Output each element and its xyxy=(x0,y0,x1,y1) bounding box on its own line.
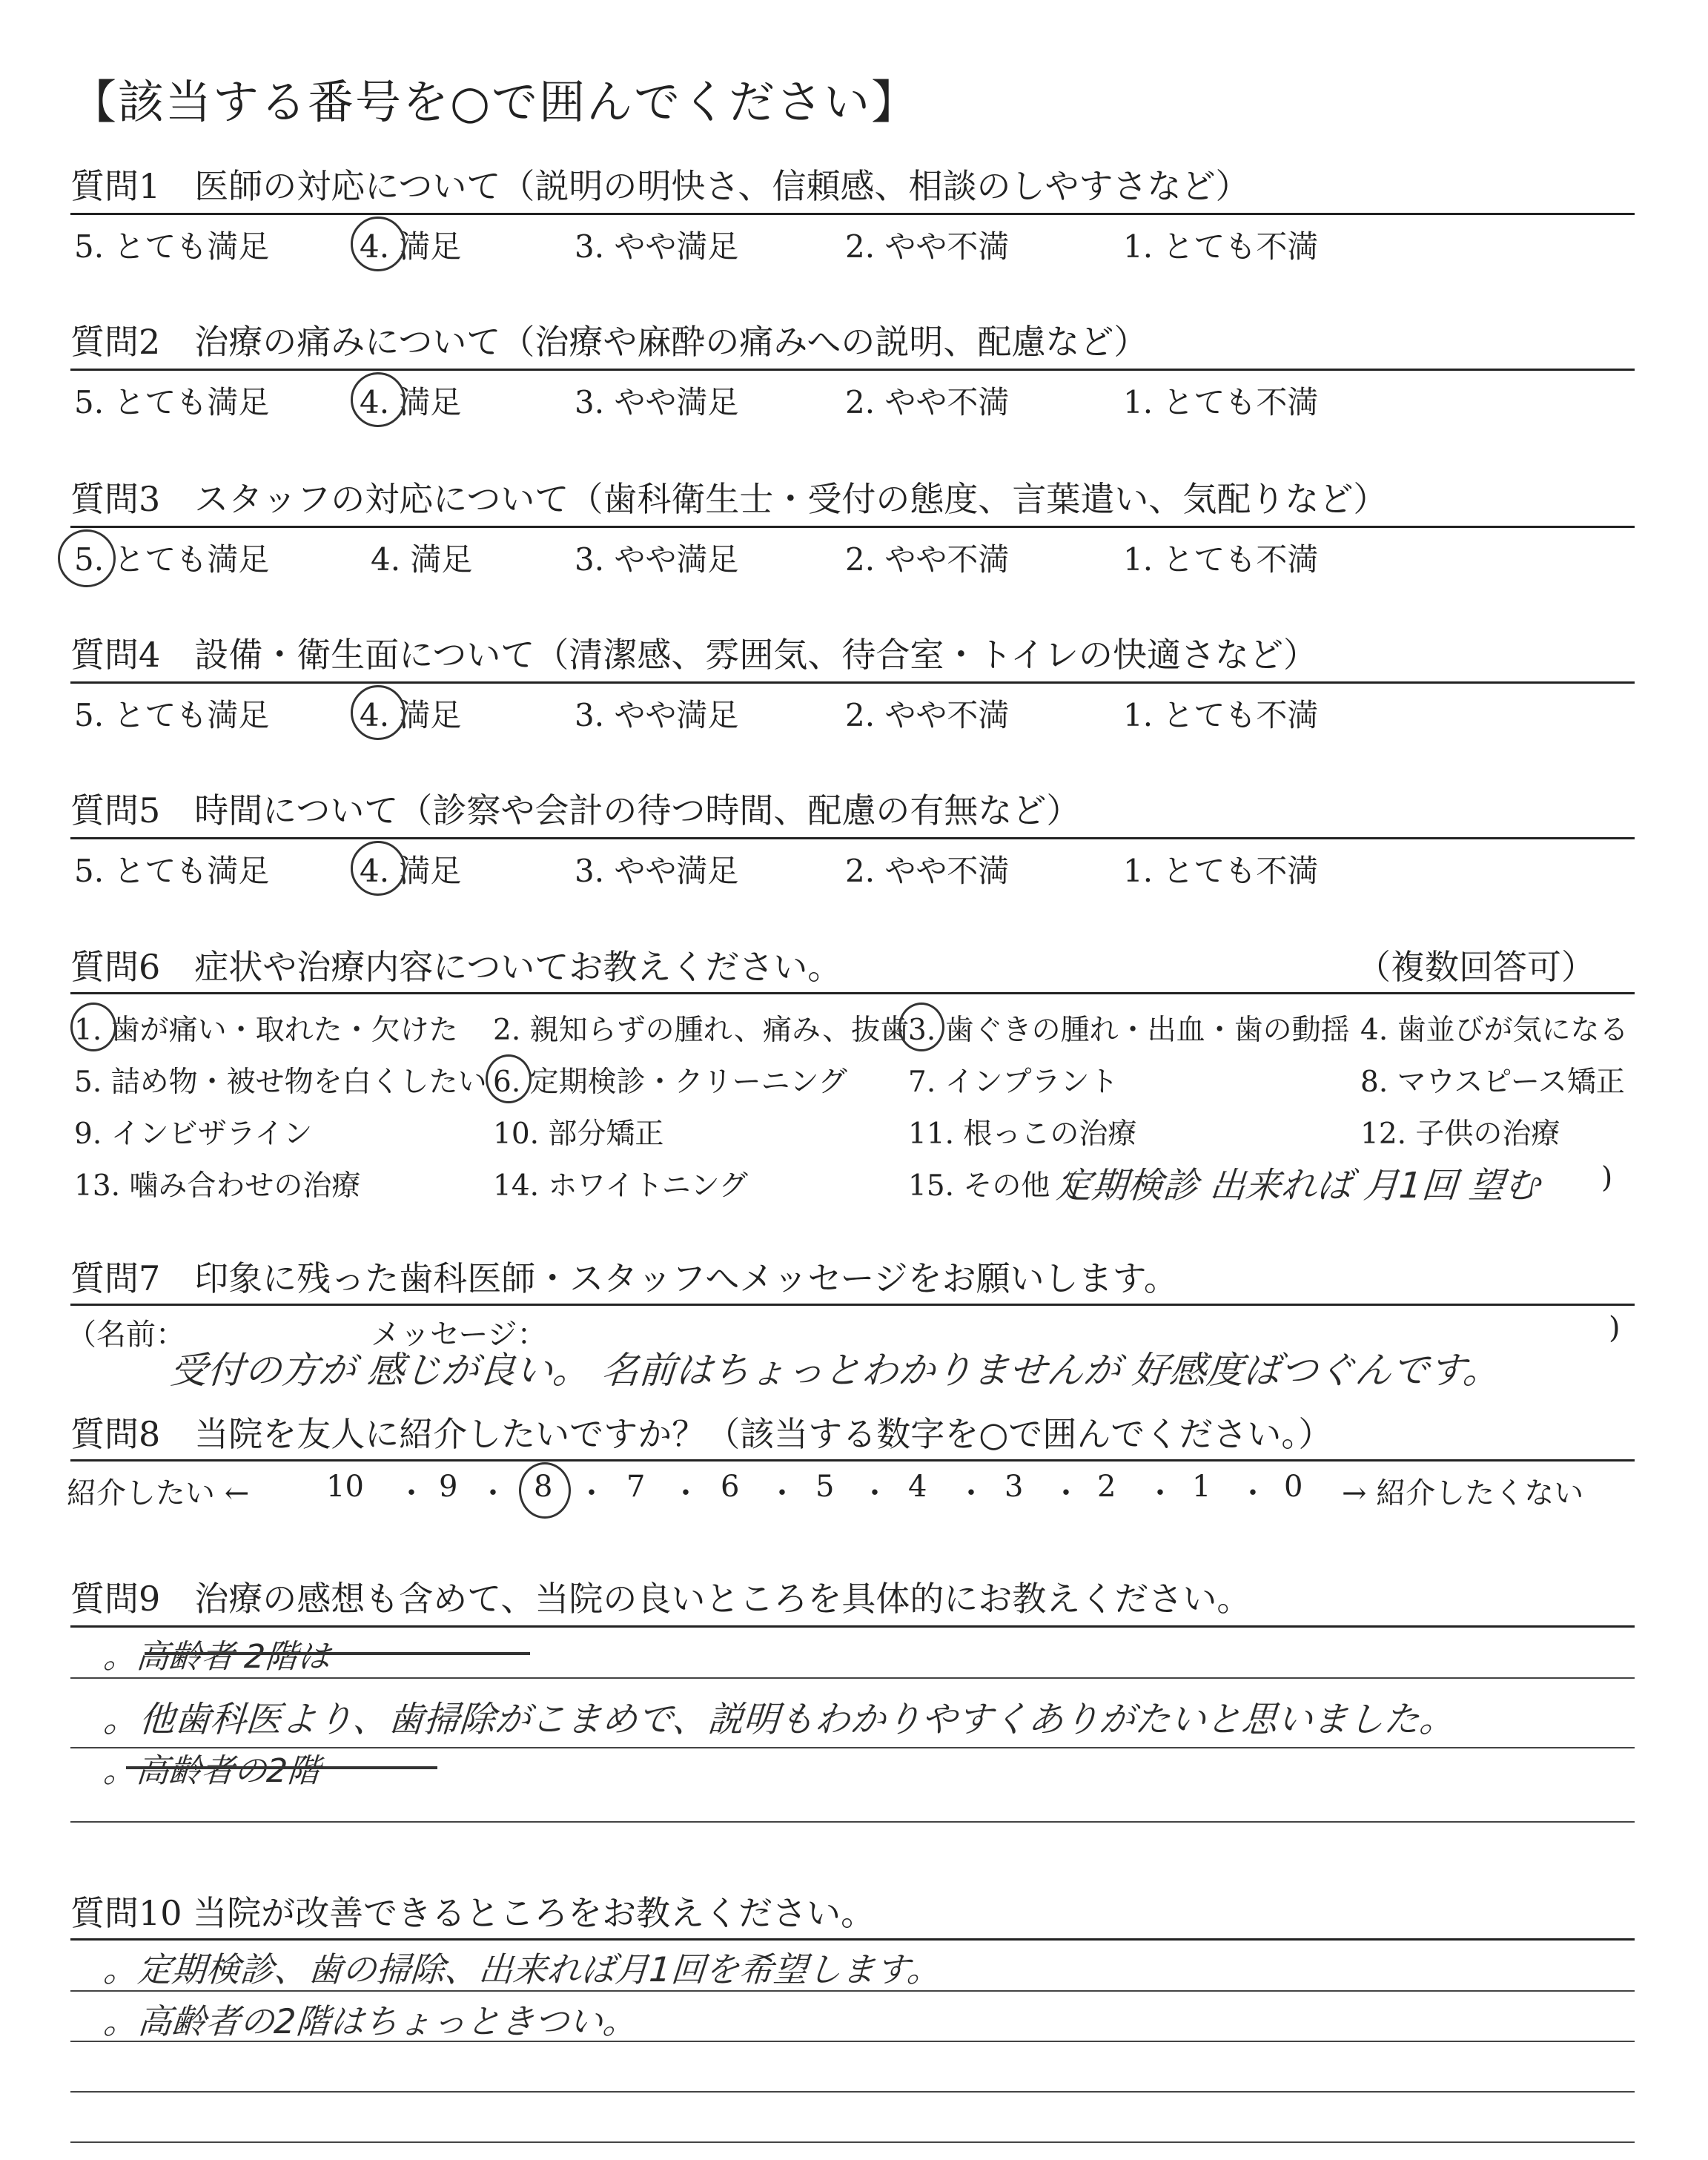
q1-selection-circle xyxy=(351,217,406,271)
recommend-score-5[interactable]: 5 xyxy=(815,1470,835,1504)
symptom-item-4[interactable]: 4. 歯並びが気になる xyxy=(1360,1014,1629,1047)
question-10-title: 質問10 当院が改善できるところをお教えください。 xyxy=(70,1893,875,1933)
q2-option-1[interactable]: 1. とても不満 xyxy=(1123,384,1319,420)
symptom-item-2[interactable]: 2. 親知らずの腫れ、痛み、抜歯 xyxy=(493,1014,910,1047)
recommend-score-8[interactable]: 8 xyxy=(534,1470,553,1504)
recommend-score-2[interactable]: 2 xyxy=(1097,1470,1116,1504)
q10-answer-line-1: 。定期検診、歯の掃除、出来れば月1回を希望します。 xyxy=(102,1949,943,1989)
q5-option-3[interactable]: 3. やや満足 xyxy=(575,853,739,889)
message-handwritten: 受付の方が 感じが良い。 名前はちょっとわかりませんが 好感度ばつぐんです。 xyxy=(168,1349,1502,1392)
divider xyxy=(70,1625,1635,1628)
q1-option-2[interactable]: 2. やや不満 xyxy=(845,228,1010,265)
symptom-item-1[interactable]: 1. 歯が痛い・取れた・欠けた xyxy=(74,1014,458,1047)
divider xyxy=(70,526,1635,528)
recommend-score-3[interactable]: 3 xyxy=(1004,1470,1024,1504)
q4-option-5[interactable]: 5. とても満足 xyxy=(74,697,270,733)
recommend-sep: ・ xyxy=(478,1476,508,1510)
recommend-sep: ・ xyxy=(1145,1476,1175,1510)
q9-answer-line-3: 。高齢者の2階 xyxy=(102,1752,322,1790)
answer-line xyxy=(70,2141,1635,2143)
q3-option-2[interactable]: 2. やや不満 xyxy=(845,541,1010,578)
q4-option-2[interactable]: 2. やや不満 xyxy=(845,697,1010,733)
form-header: 【該当する番号を○で囲んでください】 xyxy=(70,75,919,129)
symptom-item-6[interactable]: 6. 定期検診・クリーニング xyxy=(493,1066,847,1099)
answer-line xyxy=(70,2041,1635,2042)
symptom-item-8[interactable]: 8. マウスピース矯正 xyxy=(1360,1066,1625,1099)
question-8-title: 質問8 当院を友人に紹介したいですか？（該当する数字を○で囲んでください。） xyxy=(70,1414,1333,1454)
q9-strikethrough-3 xyxy=(126,1766,437,1769)
answer-line xyxy=(70,1677,1635,1679)
q5-option-4[interactable]: 4. 満足 xyxy=(360,853,462,889)
recommend-left-label: 紹介したい ← xyxy=(67,1476,250,1510)
symptom-item-15[interactable]: 15. その他（ xyxy=(908,1169,1079,1203)
question-4-title: 質問4 設備・衛生面について（清潔感、雰囲気、待合室・トイレの快適さなど） xyxy=(70,635,1318,675)
q4-selection-circle xyxy=(351,685,406,740)
answer-line xyxy=(70,2091,1635,2093)
q10-answer-line-2: 。高齢者の2階はちょっときつい。 xyxy=(102,2001,638,2041)
q3-option-3[interactable]: 3. やや満足 xyxy=(575,541,739,578)
q3-option-1[interactable]: 1. とても不満 xyxy=(1123,541,1319,578)
message-label: メッセージ： xyxy=(371,1318,547,1352)
recommend-sep: ・ xyxy=(671,1476,701,1510)
q5-selection-circle xyxy=(351,841,406,896)
name-label: （名前： xyxy=(67,1318,185,1352)
symptom-item-9[interactable]: 9. インビザライン xyxy=(74,1117,313,1151)
symptom-item-13[interactable]: 13. 噛み合わせの治療 xyxy=(74,1169,361,1203)
symptom-item-12[interactable]: 12. 子供の治療 xyxy=(1360,1117,1560,1151)
symptom-3-circle xyxy=(898,1003,944,1051)
question-2-title: 質問2 治療の痛みについて（治療や麻酔の痛みへの説明、配慮など） xyxy=(70,322,1148,362)
q4-option-4[interactable]: 4. 満足 xyxy=(360,697,462,733)
symptom-item-10[interactable]: 10. 部分矯正 xyxy=(493,1117,664,1151)
q1-option-3[interactable]: 3. やや満足 xyxy=(575,228,739,265)
question-6-note: （複数回答可） xyxy=(1357,947,1595,987)
symptom-item-3[interactable]: 3. 歯ぐきの腫れ・出血・歯の動揺 xyxy=(908,1014,1350,1047)
answer-line xyxy=(70,1821,1635,1823)
question-7-title: 質問7 印象に残った歯科医師・スタッフへメッセージをお願いします。 xyxy=(70,1258,1178,1298)
divider xyxy=(70,1938,1635,1941)
recommend-score-9[interactable]: 9 xyxy=(439,1470,458,1504)
q2-option-4[interactable]: 4. 満足 xyxy=(360,384,462,420)
symptom-other-handwritten: 定期検診 出来れば 月1回 望む xyxy=(1054,1165,1541,1206)
q2-selection-circle xyxy=(351,372,406,427)
q5-option-1[interactable]: 1. とても不満 xyxy=(1123,853,1319,889)
recommend-score-1[interactable]: 1 xyxy=(1192,1470,1211,1504)
recommend-sep: ・ xyxy=(397,1476,426,1510)
recommend-sep: ・ xyxy=(1238,1476,1268,1510)
q5-option-2[interactable]: 2. やや不満 xyxy=(845,853,1010,889)
divider xyxy=(70,1459,1635,1462)
symptom-1-circle xyxy=(70,1003,116,1051)
symptom-other-close: ) xyxy=(1601,1161,1613,1195)
question-1-title: 質問1 医師の対応について（説明の明快さ、信頼感、相談のしやすさなど） xyxy=(70,166,1250,206)
recommend-right-label: → 紹介したくない xyxy=(1342,1476,1584,1510)
symptom-item-7[interactable]: 7. インプラント xyxy=(908,1066,1119,1099)
q1-option-4[interactable]: 4. 満足 xyxy=(360,228,462,265)
divider xyxy=(70,1304,1635,1306)
symptom-item-11[interactable]: 11. 根っこの治療 xyxy=(908,1117,1137,1151)
q1-option-5[interactable]: 5. とても満足 xyxy=(74,228,270,265)
divider xyxy=(70,992,1635,994)
q2-option-5[interactable]: 5. とても満足 xyxy=(74,384,270,420)
recommend-score-7[interactable]: 7 xyxy=(626,1470,646,1504)
question-9-title: 質問9 治療の感想も含めて、当院の良いところを具体的にお教えください。 xyxy=(70,1579,1251,1619)
recommend-sep: ・ xyxy=(767,1476,797,1510)
q2-option-3[interactable]: 3. やや満足 xyxy=(575,384,739,420)
divider xyxy=(70,837,1635,839)
divider xyxy=(70,681,1635,684)
q3-option-4[interactable]: 4. 満足 xyxy=(371,541,473,578)
recommend-score-10[interactable]: 10 xyxy=(326,1470,364,1504)
divider xyxy=(70,213,1635,215)
message-close: ) xyxy=(1609,1311,1621,1345)
q4-option-1[interactable]: 1. とても不満 xyxy=(1123,697,1319,733)
q2-option-2[interactable]: 2. やや不満 xyxy=(845,384,1010,420)
symptom-item-5[interactable]: 5. 詰め物・被せ物を白くしたい xyxy=(74,1066,487,1099)
divider xyxy=(70,369,1635,371)
q1-option-1[interactable]: 1. とても不満 xyxy=(1123,228,1319,265)
q3-option-5[interactable]: 5. とても満足 xyxy=(74,541,270,578)
symptom-item-14[interactable]: 14. ホワイトニング xyxy=(493,1169,748,1203)
q9-answer-line-1: 。高齢者 2階は xyxy=(102,1638,332,1676)
question-6-title: 質問6 症状や治療内容についてお教えください。 xyxy=(70,947,842,987)
recommend-score-0[interactable]: 0 xyxy=(1284,1470,1303,1504)
q5-option-5[interactable]: 5. とても満足 xyxy=(74,853,270,889)
recommend-sep: ・ xyxy=(956,1476,986,1510)
q9-answer-line-2: 。他歯科医より、歯掃除がこまめで、説明もわかりやすくありがたいと思いました。 xyxy=(102,1699,1457,1740)
question-3-title: 質問3 スタッフの対応について（歯科衛生士・受付の態度、言葉遣い、気配りなど） xyxy=(70,479,1388,519)
q9-strikethrough-1 xyxy=(145,1652,530,1655)
recommend-score-4[interactable]: 4 xyxy=(908,1470,927,1504)
q4-option-3[interactable]: 3. やや満足 xyxy=(575,697,739,733)
recommend-sep: ・ xyxy=(860,1476,890,1510)
question-5-title: 質問5 時間について（診察や会計の待つ時間、配慮の有無など） xyxy=(70,790,1081,830)
recommend-sep: ・ xyxy=(577,1476,606,1510)
q3-selection-circle xyxy=(58,529,116,587)
symptom-6-circle xyxy=(486,1054,532,1103)
recommend-selection-circle xyxy=(519,1462,571,1519)
answer-line xyxy=(70,1990,1635,1992)
recommend-sep: ・ xyxy=(1051,1476,1081,1510)
recommend-score-6[interactable]: 6 xyxy=(721,1470,740,1504)
